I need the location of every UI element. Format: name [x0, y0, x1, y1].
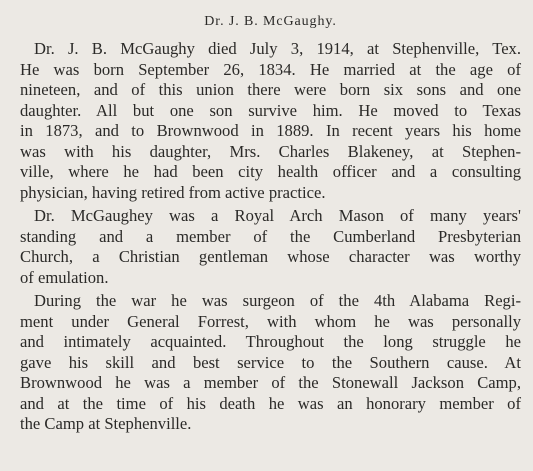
- text-line: was with his daughter, Mrs. Charles Blakeney, at Stephen-: [20, 141, 521, 161]
- text-line: and intimately acquainted. Throughout the long struggle he: [20, 332, 521, 351]
- text-line: nineteen, and of this union there were born six sons and one: [20, 80, 521, 99]
- text-line: ville, where he had been city health officer and a consulting: [20, 162, 521, 181]
- paragraph-3: [20, 291, 521, 435]
- text-line: standing and a member of the Cumberland Presbyterian: [20, 226, 521, 246]
- paragraph-2: [20, 206, 521, 288]
- text-line: Dr. J. B. McGaughy died July 3, 1914, at Stephenville, Tex.: [34, 39, 521, 58]
- text-line: Church, a Christian gentleman whose character was worthy: [20, 247, 521, 266]
- page-title: Dr. J. B. McGaughy.: [204, 14, 337, 29]
- text-line: gave his skill and best service to the Southern cause. At: [20, 352, 521, 372]
- text-line: ment under General Forrest, with whom he was personally: [20, 311, 521, 331]
- text-line: physician, having retired from active practice.: [20, 182, 326, 202]
- text-line: daughter. All but one son survive him. He moved to Texas: [20, 100, 521, 120]
- text-line: of emulation.: [20, 267, 109, 287]
- paragraph-1: [20, 39, 521, 203]
- text-line: and at the time of his death he was an honorary member of: [20, 393, 521, 413]
- text-line: in 1873, and to Brownwood in 1889. In recent years his home: [20, 121, 521, 140]
- text-line: He was born September 26, 1834. He married at the age of: [20, 59, 521, 79]
- text-line: the Camp at Stephenville.: [20, 414, 192, 433]
- text-line: During the war he was surgeon of the 4th Alabama Regi-: [34, 291, 521, 310]
- text-line: Dr. McGaughey was a Royal Arch Mason of many years': [34, 206, 521, 225]
- text-line: Brownwood he was a member of the Stonewall Jackson Camp,: [20, 373, 521, 392]
